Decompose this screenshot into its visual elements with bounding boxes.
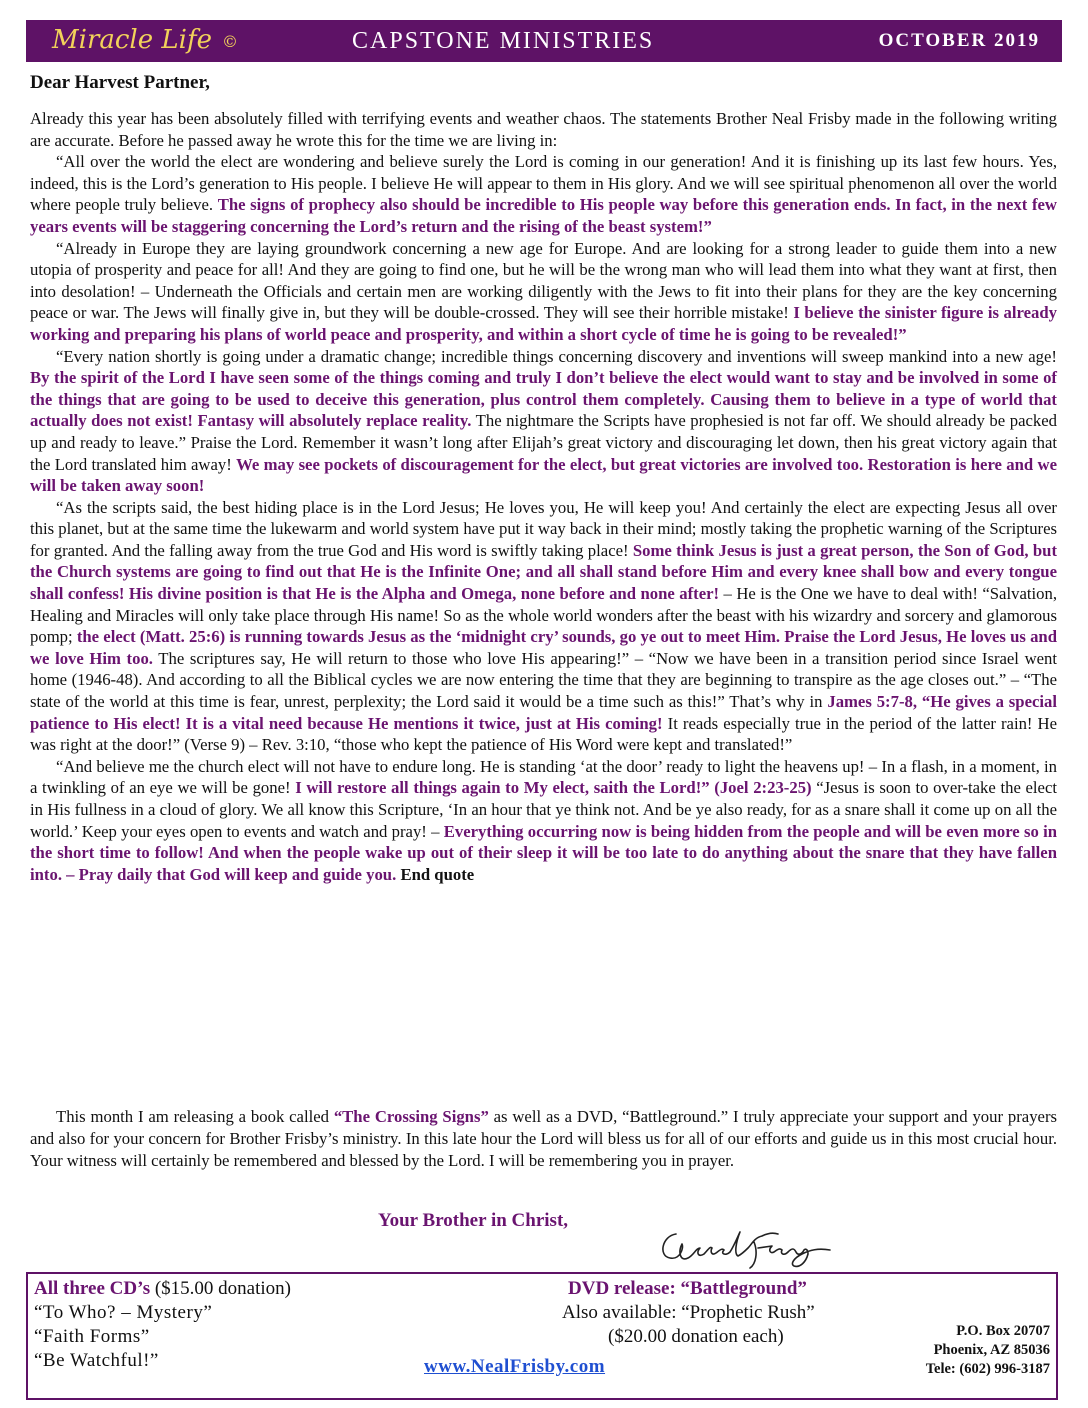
body-text-run: “Jesus is soon to over-take the elect in His fullness in a cloud of glory. We all know this Scripture, ‘In an hour that ye think not. And be ye also ready, for as a snare shall it come up on all the world.’ Keep your eyes open to events and watch and pray! –: [30, 778, 1057, 841]
emphasized-text: “The Crossing Signs”: [333, 1107, 489, 1126]
emphasized-text: I will restore all things again to My elect, saith the Lord!” (Joel 2:23-25): [295, 778, 812, 798]
closing-paragraph: [30, 1106, 1057, 1172]
body-text-run: The scriptures say, He will return to those who love His appearing!” – “Now we have been in a transition period since Israel went home (1946-48). And according to all the Biblical cycles we are now entering the time that they are beginning to transpire as the age closes out.” – “The state of the world at this time is fear, unrest, perplexity; the Lord said it would be a time such as this!” That’s why in: [30, 648, 1058, 712]
body-text-run: – He is the One we have to deal with! “Salvation, Healing and Miracles will only take place through His name! So as the whole world wonders after the beast with his wizardry and sorcery and glamorous pomp;: [30, 584, 1057, 647]
offer-box: [26, 1272, 1058, 1400]
masthead-banner: [26, 20, 1062, 62]
signature-graphic: [654, 1222, 854, 1272]
body-text-run: This month I am releasing a book called: [56, 1107, 334, 1126]
signature: [654, 1222, 854, 1272]
body-text-run: Already this year has been absolutely filled with terrifying events and weather chaos. The statements Brother Neal Frisby made in the following writing are accurate. Before he passed away he wrote this for the time we are living in:: [30, 109, 1057, 150]
letter-paragraph: [30, 108, 1057, 151]
emphasized-text: the elect (Matt. 25:6) is running towards Jesus as the ‘midnight cry’ sounds, go ye out to meet Him. Praise the Lord Jesus, He loves us and we love Him too.: [30, 627, 1057, 668]
closing-paragraph-block: [30, 1106, 1057, 1172]
emphasized-text: Some think Jesus is just a great person, the Son of God, but the Church systems are going to find out that He is the Infinite One; and all shall stand before Him and every knee shall bow and every tongue shall confess! His divine position is that He is the Alpha and Omega, none before and none after!: [30, 540, 1058, 604]
letter-paragraph: [30, 238, 1057, 346]
mailing-address: [926, 1322, 1050, 1379]
letter-paragraph: [30, 497, 1057, 756]
miracle-life-logo: [52, 25, 238, 55]
body-text-run: “Already in Europe they are laying groundwork concerning a new age for Europe. And are looking for a strong leader to guide them into a new utopia of prosperity and peace for all! And they are going to find one, but he will be the wrong man who will lead them into what they want at first, then into desolation! – Underneath the Officials and certain men are working diligently with the Jews to fit into their plans for they are the key concerning peace or war. The Jews will finally give in, but they will be double-crossed. They will see their horrible mistake!: [30, 238, 1057, 323]
emphasized-text: We may see pockets of discouragement for the elect, but great victories are involved too. Restoration is here and we will be taken away soon!: [30, 454, 1057, 496]
emphasized-text: James 5:7-8, “He gives a special patience to His elect! It is a vital need because He mentions it twice, just at His coming!: [30, 692, 1057, 733]
address-line: Phoenix, AZ 85036: [933, 1342, 1050, 1358]
emphasized-text: The signs of prophecy also should be incredible to His people way before this generation ends. In fact, in the next few years events will be staggering concerning the Lord’s return and the rising of the beast system!”: [30, 195, 1057, 236]
body-text-run: End quote: [396, 864, 475, 884]
emphasized-text: Everything occurring now is being hidden from the people and will be even more so in the short time to follow! And when the people wake up out of their sleep it will be too late to do anything about the snare that they have fallen into. – Pray daily that God will keep and guide you.: [30, 821, 1057, 884]
donation-note: ($20.00 donation each): [608, 1326, 784, 1347]
body-text-run: as well as a DVD, “Battleground.” I truly appreciate your support and your prayers and also for your concern for Brother Frisby’s ministry. In this late hour the Lord will bless us for all of our efforts and guide us in this most crucial hour. Your witness will certainly be remembered and blessed by the Lord. I will be remembering you in prayer.: [30, 1107, 1057, 1170]
emphasized-text: By the spirit of the Lord I have seen some of the things coming and truly I don’t believe the elect would want to stay and be involved in some of the things that are going to be used to deceive this generation, plus control them completely. Causing them to believe in a type of world that actually does not exist! Fantasy will absolutely replace reality.: [30, 368, 1057, 431]
issue-date: OCTOBER 2019: [878, 30, 1040, 51]
letter-body: [30, 108, 1057, 885]
cd-offer-title: All three CD’s: [34, 1278, 151, 1299]
letter-paragraph: [30, 756, 1057, 886]
salutation: Dear Harvest Partner,: [30, 72, 210, 93]
body-text-run: It reads especially true in the period of the latter rain! He was right at the door!” (Verse 9) – Rev. 3:10, “those who kept the patience of His Word were kept and translated!”: [30, 713, 1058, 755]
body-text-run: “And believe me the church elect will not have to endure long. He is standing ‘at the door’ ready to light the heavens up! – In a flash, in a moment, in a twinkling of an eye we will be gone!: [30, 756, 1057, 798]
also-available: Also available: “Prophetic Rush”: [562, 1302, 815, 1323]
address-line: P.O. Box 20707: [956, 1323, 1050, 1339]
logo-text: Miracle Life: [52, 25, 212, 55]
cd-offer-heading: [34, 1278, 291, 1300]
dvd-release-heading: DVD release: “Battleground”: [568, 1278, 807, 1299]
letter-paragraph: [30, 346, 1057, 497]
body-text-run: The nightmare the Scripts have prophesied is not far off. We should already be packed up and ready to leave.” Praise the Lord. Remember it wasn’t long after Elijah’s great victory and discouraging let down, then his great victory again that the Lord translated him away!: [30, 411, 1057, 474]
emphasized-text: I believe the sinister figure is already working and preparing his plans of world peace and prosperity, and within a short cycle of time he is going to be revealed!”: [30, 303, 1057, 344]
copyright-symbol: ©: [222, 31, 238, 51]
cd-offer-donation: ($15.00 donation): [150, 1278, 291, 1299]
body-text-run: “Every nation shortly is going under a dramatic change; incredible things concerning discovery and inventions will sweep mankind into a new age!: [56, 346, 1057, 366]
body-text-run: “As the scripts said, the best hiding place is in the Lord Jesus; He loves you, He will keep you! And certainly the elect are expecting Jesus all over this planet, but at the same time the lukewarm and world system have put it way back in their mind; mostly taking the prophetic warning of the Scriptures for granted. And the falling away from the true God and His word is swiftly taking place!: [30, 497, 1057, 560]
cd-title: “Faith Forms”: [34, 1326, 150, 1347]
body-text-run: “All over the world the elect are wondering and believe surely the Lord is coming in our generation! And it is finishing up its last few hours. Yes, indeed, this is the Lord’s generation to His people. I believe He will appear to them in His glory. And we will see spiritual phenomenon all over the world where people truly believe.: [30, 152, 1057, 215]
letter-paragraph: [30, 151, 1057, 237]
cd-title: “Be Watchful!”: [34, 1350, 159, 1371]
cd-title: “To Who? – Mystery”: [34, 1302, 213, 1323]
website-link[interactable]: www.NealFrisby.com: [424, 1356, 606, 1377]
organization-name: CAPSTONE MINISTRIES: [352, 28, 655, 54]
address-line: Tele: (602) 996-3187: [925, 1361, 1050, 1377]
signoff: Your Brother in Christ,: [378, 1210, 569, 1231]
